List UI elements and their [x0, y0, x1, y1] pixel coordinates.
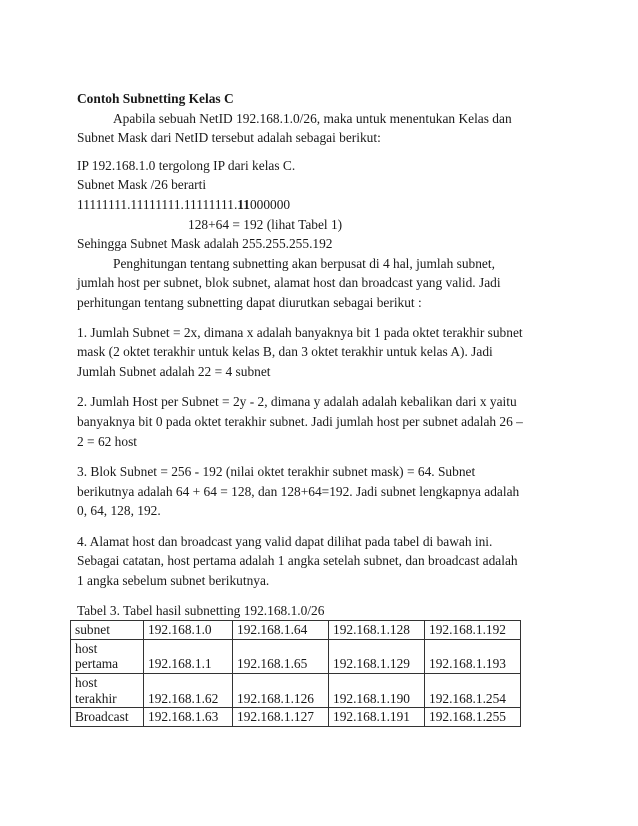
table-cell: 192.168.1.1: [144, 639, 233, 673]
item1-line: Jumlah Subnet adalah 22 = 4 subnet: [77, 363, 271, 379]
table-cell: 192.168.1.62: [144, 674, 233, 708]
table-row: [71, 674, 521, 708]
row-label: host pertama: [71, 639, 144, 673]
table-row: [71, 621, 521, 640]
table-cell: 192.168.1.63: [144, 708, 233, 727]
calc-line: 128+64 = 192 (lihat Tabel 1): [188, 216, 343, 232]
binary-mask-rest: 000000: [249, 196, 291, 212]
binary-mask-bold: 11: [237, 196, 250, 212]
item4-line: 4. Alamat host dan broadcast yang valid dapat dilihat pada tabel di bawah ini.: [77, 533, 493, 549]
table-cell: 192.168.1.190: [329, 674, 425, 708]
item2-line: 2. Jumlah Host per Subnet = 2y - 2, dimana y adalah adalah kebalikan dari x yaitu: [77, 394, 517, 410]
para2-line: jumlah host per subnet, blok subnet, alamat host dan broadcast yang valid. Jadi: [77, 275, 501, 291]
item3-line: berikutnya adalah 64 + 64 = 128, dan 128+64=192. Jadi subnet lengkapnya adalah: [77, 483, 520, 499]
table-cell: 192.168.1.129: [329, 639, 425, 673]
para2-line: Penghitungan tentang subnetting akan berpusat di 4 hal, jumlah subnet,: [113, 255, 495, 271]
row-label: host terakhir: [71, 674, 144, 708]
table-caption: Tabel 3. Tabel hasil subnetting 192.168.1.0/26: [77, 602, 325, 618]
table-cell: 192.168.1.126: [233, 674, 329, 708]
binary-mask-line: [77, 195, 567, 215]
ip-class-line: IP 192.168.1.0 tergolong IP dari kelas C.: [77, 157, 296, 173]
para2-line: perhitungan tentang subnetting dapat diurutkan sebagai berikut :: [77, 294, 422, 310]
table-row: [71, 708, 521, 727]
table-row: [71, 639, 521, 673]
document-title: Contoh Subnetting Kelas C: [77, 91, 234, 106]
table-cell: 192.168.1.65: [233, 639, 329, 673]
binary-mask-plain: 11111111.11111111.11111111.: [77, 196, 238, 212]
table-cell: 192.168.1.127: [233, 708, 329, 727]
item4-line: 1 angka sebelum subnet berikutnya.: [77, 573, 270, 589]
item3-line: 0, 64, 128, 192.: [77, 503, 161, 519]
item2-line: banyaknya bit 0 pada oktet terakhir subnet. Jadi jumlah host per subnet adalah 26 –: [77, 413, 523, 429]
intro-line: Subnet Mask dari NetID tersebut adalah sebagai berikut:: [77, 130, 381, 146]
table-cell: 192.168.1.0: [144, 621, 233, 640]
item3-line: 3. Blok Subnet = 256 - 192 (nilai oktet terakhir subnet mask) = 64. Subnet: [77, 464, 476, 480]
document-body: [77, 89, 567, 727]
subnet-table: [70, 620, 521, 727]
table-cell: 192.168.1.254: [425, 674, 521, 708]
subnet-mask-line: Subnet Mask /26 berarti: [77, 177, 207, 193]
table-cell: 192.168.1.64: [233, 621, 329, 640]
subnet-mask-result: Sehingga Subnet Mask adalah 255.255.255.192: [77, 236, 333, 252]
item1-line: 1. Jumlah Subnet = 2x, dimana x adalah banyaknya bit 1 pada oktet terakhir subnet: [77, 324, 523, 340]
table-cell: 192.168.1.255: [425, 708, 521, 727]
item2-line: 2 = 62 host: [77, 433, 138, 449]
row-label: Broadcast: [71, 708, 144, 727]
intro-line: Apabila sebuah NetID 192.168.1.0/26, maka untuk menentukan Kelas dan: [113, 110, 512, 126]
table-cell: 192.168.1.193: [425, 639, 521, 673]
table-cell: 192.168.1.192: [425, 621, 521, 640]
row-label: subnet: [71, 621, 144, 640]
table-cell: 192.168.1.191: [329, 708, 425, 727]
table-cell: 192.168.1.128: [329, 621, 425, 640]
item1-line: mask (2 oktet terakhir untuk kelas B, dan 3 oktet terakhir untuk kelas A). Jadi: [77, 344, 493, 360]
item4-line: Sebagai catatan, host pertama adalah 1 angka setelah subnet, dan broadcast adalah: [77, 553, 518, 569]
